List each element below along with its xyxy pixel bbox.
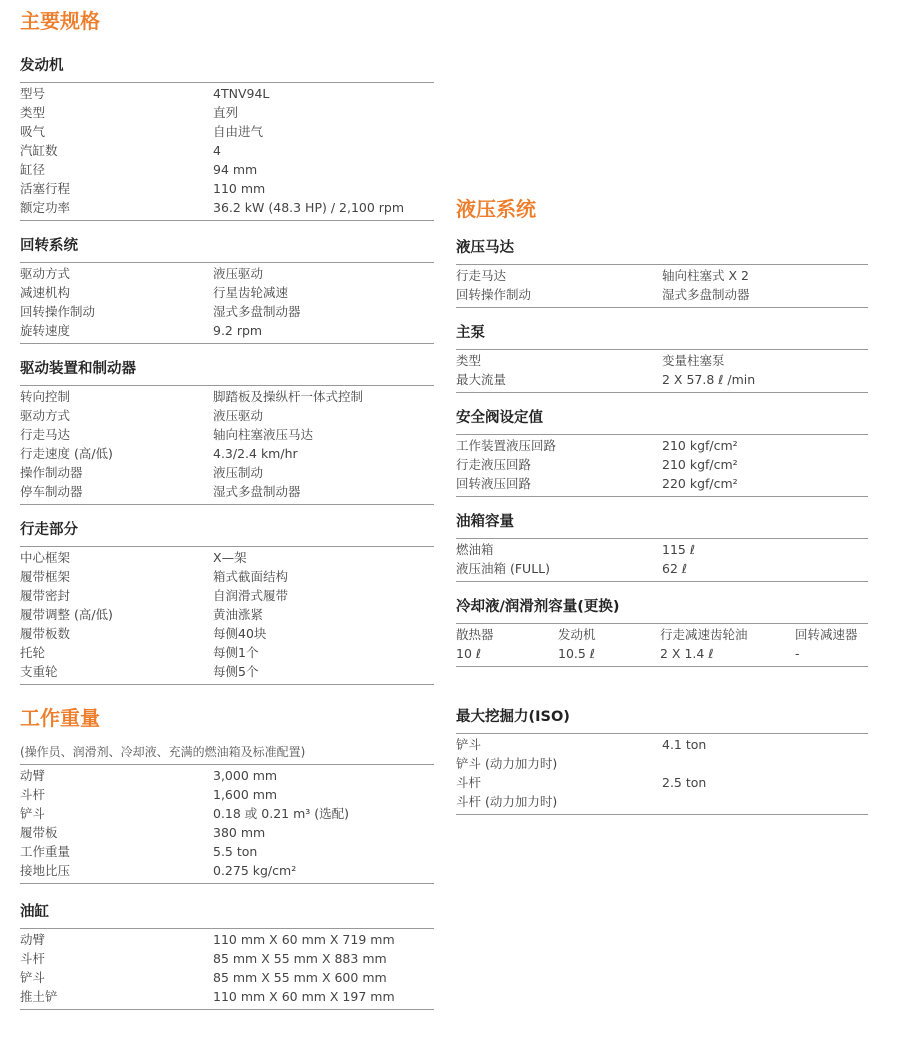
spec-table (20, 83, 434, 221)
spec-value: 轴向柱塞液压马达 (213, 427, 314, 442)
spec-label: 推土铲 (20, 989, 58, 1004)
spec-table (456, 539, 868, 582)
section-title: 安全阀设定值 (456, 410, 543, 426)
spec-row (456, 370, 868, 389)
spec-value: 每侧40块 (213, 626, 267, 641)
spec-section (20, 520, 434, 685)
spec-label: 行走马达 (456, 268, 507, 283)
spec-label: 履带板 (20, 825, 58, 840)
spec-label: 履带框架 (20, 569, 71, 584)
spec-value: 行星齿轮减速 (213, 285, 289, 300)
spec-label: 工作重量 (20, 844, 71, 859)
spec-label: 回转操作制动 (20, 304, 96, 319)
coolant-header-cell: 行走减速齿轮油 (660, 627, 748, 642)
main-specs-title: 主要规格 (20, 9, 100, 33)
coolant-value-cell: - (795, 646, 800, 661)
weight-table (20, 764, 434, 884)
spec-value: 黄油涨紧 (213, 607, 264, 622)
spec-value: 85 mm X 55 mm X 883 mm (213, 951, 387, 966)
spec-row (20, 987, 434, 1006)
coolant-header-cell: 回转减速器 (795, 627, 858, 642)
digging-title: 最大挖掘力(ISO) (456, 709, 570, 725)
spec-row (20, 264, 434, 283)
spec-row (456, 773, 868, 792)
spec-value (662, 792, 868, 811)
spec-row (20, 766, 434, 785)
coolant-header-row (456, 625, 868, 644)
spec-label: 铲斗 (动力加力时) (456, 756, 558, 771)
weight-note: (操作员、润滑剂、冷却液、充满的燃油箱及标准配置) (20, 745, 306, 759)
coolant-section (456, 597, 868, 667)
spec-value: 2 X 57.8 ℓ /min (662, 372, 756, 387)
right-spec-sections (456, 238, 868, 582)
spec-row (20, 463, 434, 482)
spec-table (20, 386, 434, 505)
spec-value: 自由进气 (213, 124, 264, 139)
spec-value: 0.275 kg/cm² (213, 863, 297, 878)
spec-row (20, 302, 434, 321)
spec-row (20, 548, 434, 567)
spec-label: 行走马达 (20, 427, 71, 442)
spec-row (456, 792, 868, 811)
spec-label: 铲斗 (456, 737, 482, 752)
spec-label: 动臂 (20, 768, 46, 783)
spec-value: 0.18 或 0.21 m³ (选配) (213, 806, 349, 821)
spec-label: 类型 (20, 105, 46, 120)
spec-value: 85 mm X 55 mm X 600 mm (213, 970, 387, 985)
spec-label: 履带调整 (高/低) (20, 607, 113, 622)
spec-value: 3,000 mm (213, 768, 278, 783)
spec-row (20, 425, 434, 444)
spec-value: 2.5 ton (662, 775, 707, 790)
spec-row (20, 605, 434, 624)
spec-label: 铲斗 (20, 970, 46, 985)
coolant-header-cell: 发动机 (558, 627, 596, 642)
spec-label: 支重轮 (20, 664, 58, 679)
spec-row (20, 643, 434, 662)
spec-value: 9.2 rpm (213, 323, 263, 338)
spec-table (20, 547, 434, 685)
spec-row (456, 351, 868, 370)
cylinder-section (20, 902, 434, 1010)
spec-row (20, 406, 434, 425)
spec-table (20, 263, 434, 344)
spec-label: 履带板数 (20, 626, 71, 641)
section-title: 发动机 (20, 58, 64, 74)
spec-section (20, 359, 434, 505)
spec-value: 脚踏板及操纵杆一体式控制 (213, 389, 364, 404)
spec-label: 行走速度 (高/低) (20, 446, 113, 461)
coolant-value-cell: 2 X 1.4 ℓ (660, 646, 714, 661)
section-title: 液压马达 (456, 240, 514, 256)
section-title: 主泵 (456, 325, 485, 341)
left-column (20, 8, 434, 1025)
left-spec-sections (20, 56, 434, 685)
spec-label: 燃油箱 (456, 542, 494, 557)
spec-row (20, 103, 434, 122)
spec-row (20, 662, 434, 681)
spec-value: 4TNV94L (213, 86, 270, 101)
spec-row (20, 842, 434, 861)
spec-value: 210 kgf/cm² (662, 438, 738, 453)
spec-value: 直列 (213, 105, 239, 120)
coolant-header-cell: 散热器 (456, 627, 494, 642)
spec-value: 115 ℓ (662, 542, 695, 557)
spec-value: 1,600 mm (213, 787, 278, 802)
spec-value: 220 kgf/cm² (662, 476, 738, 491)
spec-row (20, 283, 434, 302)
spec-row (20, 84, 434, 103)
spec-label: 汽缸数 (20, 143, 58, 158)
spec-label: 停车制动器 (20, 484, 83, 499)
spec-label: 斗杆 (20, 787, 46, 802)
cylinder-title: 油缸 (20, 904, 49, 920)
spec-label: 履带密封 (20, 588, 71, 603)
digging-section (456, 707, 868, 815)
spec-value: 4.3/2.4 km/hr (213, 446, 298, 461)
spec-row (20, 861, 434, 880)
section-title: 行走部分 (20, 522, 78, 538)
spec-label: 行走液压回路 (456, 457, 532, 472)
spec-row (20, 804, 434, 823)
spec-label: 铲斗 (20, 806, 46, 821)
spec-row (456, 540, 868, 559)
coolant-title: 冷却液/润滑剂容量(更换) (456, 599, 620, 615)
spec-table (456, 350, 868, 393)
spec-row (456, 735, 868, 754)
spec-label: 减速机构 (20, 285, 71, 300)
spec-value: 110 mm (213, 181, 266, 196)
spec-label: 旋转速度 (20, 323, 71, 338)
spec-label: 类型 (456, 353, 482, 368)
spec-label: 操作制动器 (20, 465, 83, 480)
spec-value: 液压制动 (213, 465, 264, 480)
digging-table (456, 734, 868, 815)
spec-row (20, 198, 434, 217)
spec-value: 每侧1个 (213, 645, 259, 660)
spec-row (20, 624, 434, 643)
spec-row (20, 823, 434, 842)
spec-label: 转向控制 (20, 389, 71, 404)
spec-section (456, 323, 868, 393)
spec-value: 湿式多盘制动器 (213, 304, 301, 319)
spec-row (20, 141, 434, 160)
spec-value: 自润滑式履带 (213, 588, 289, 603)
spec-value: 箱式截面结构 (213, 569, 289, 584)
spec-label: 斗杆 (456, 775, 482, 790)
right-column (456, 196, 868, 830)
spec-row (456, 474, 868, 493)
spec-row (456, 754, 868, 773)
spec-label: 型号 (20, 86, 46, 101)
spec-value: 湿式多盘制动器 (213, 484, 301, 499)
spec-row (456, 436, 868, 455)
spec-table (456, 265, 868, 308)
spec-value: 湿式多盘制动器 (662, 287, 750, 302)
spec-row (20, 482, 434, 501)
spec-label: 回转液压回路 (456, 476, 532, 491)
spec-section (456, 512, 868, 582)
spec-row (20, 968, 434, 987)
spec-label: 最大流量 (456, 372, 507, 387)
spec-row (20, 160, 434, 179)
spec-value: 变量柱塞泵 (662, 353, 725, 368)
section-title: 驱动装置和制动器 (20, 361, 136, 377)
spec-section (456, 238, 868, 308)
spec-label: 回转操作制动 (456, 287, 532, 302)
spec-label: 缸径 (20, 162, 46, 177)
spec-section (20, 56, 434, 221)
spec-section (456, 408, 868, 497)
spec-label: 驱动方式 (20, 266, 71, 281)
spec-row (456, 455, 868, 474)
spec-label: 中心框架 (20, 550, 71, 565)
spec-label: 活塞行程 (20, 181, 71, 196)
hydraulic-title: 液压系统 (456, 197, 536, 221)
spec-value: 4.1 ton (662, 737, 707, 752)
spec-label: 液压油箱 (FULL) (456, 561, 550, 576)
spec-value: 94 mm (213, 162, 258, 177)
spec-row (20, 930, 434, 949)
coolant-value-cell: 10.5 ℓ (558, 646, 595, 661)
spec-row (20, 122, 434, 141)
spec-row (20, 949, 434, 968)
spec-table (456, 435, 868, 497)
spec-value: 每侧5个 (213, 664, 259, 679)
spec-label: 吸气 (20, 124, 46, 139)
spec-value (662, 754, 868, 773)
spec-row (456, 266, 868, 285)
spec-value: 110 mm X 60 mm X 719 mm (213, 932, 395, 947)
spec-section (20, 236, 434, 344)
spec-value: 36.2 kW (48.3 HP) / 2,100 rpm (213, 200, 405, 215)
spec-row (20, 387, 434, 406)
spec-label: 托轮 (20, 645, 46, 660)
section-title: 回转系统 (20, 238, 78, 254)
coolant-value-cell: 10 ℓ (456, 646, 482, 661)
spec-value: 380 mm (213, 825, 266, 840)
spec-row (456, 559, 868, 578)
spec-value: 液压驱动 (213, 408, 264, 423)
spec-row (20, 179, 434, 198)
spec-label: 驱动方式 (20, 408, 71, 423)
spec-value: 210 kgf/cm² (662, 457, 738, 472)
cylinder-table (20, 929, 434, 1010)
spec-value: 5.5 ton (213, 844, 258, 859)
spec-value: 62 ℓ (662, 561, 688, 576)
section-title: 油箱容量 (456, 514, 514, 530)
spec-value: 轴向柱塞式 X 2 (662, 268, 749, 283)
spec-value: 4 (213, 143, 221, 158)
spec-label: 接地比压 (20, 863, 71, 878)
spec-row (20, 586, 434, 605)
weight-title: 工作重量 (20, 706, 100, 730)
spec-row (456, 285, 868, 304)
spec-label: 斗杆 (动力加力时) (456, 794, 558, 809)
spec-label: 动臂 (20, 932, 46, 947)
spec-value: X—架 (213, 550, 247, 565)
spec-row (20, 785, 434, 804)
coolant-table (456, 624, 868, 667)
spec-value: 液压驱动 (213, 266, 264, 281)
coolant-value-row (456, 644, 868, 663)
spec-row (20, 567, 434, 586)
spec-value: 110 mm X 60 mm X 197 mm (213, 989, 395, 1004)
spec-label: 斗杆 (20, 951, 46, 966)
spec-label: 工作装置液压回路 (456, 438, 557, 453)
spec-row (20, 444, 434, 463)
spec-row (20, 321, 434, 340)
spec-label: 额定功率 (20, 200, 71, 215)
